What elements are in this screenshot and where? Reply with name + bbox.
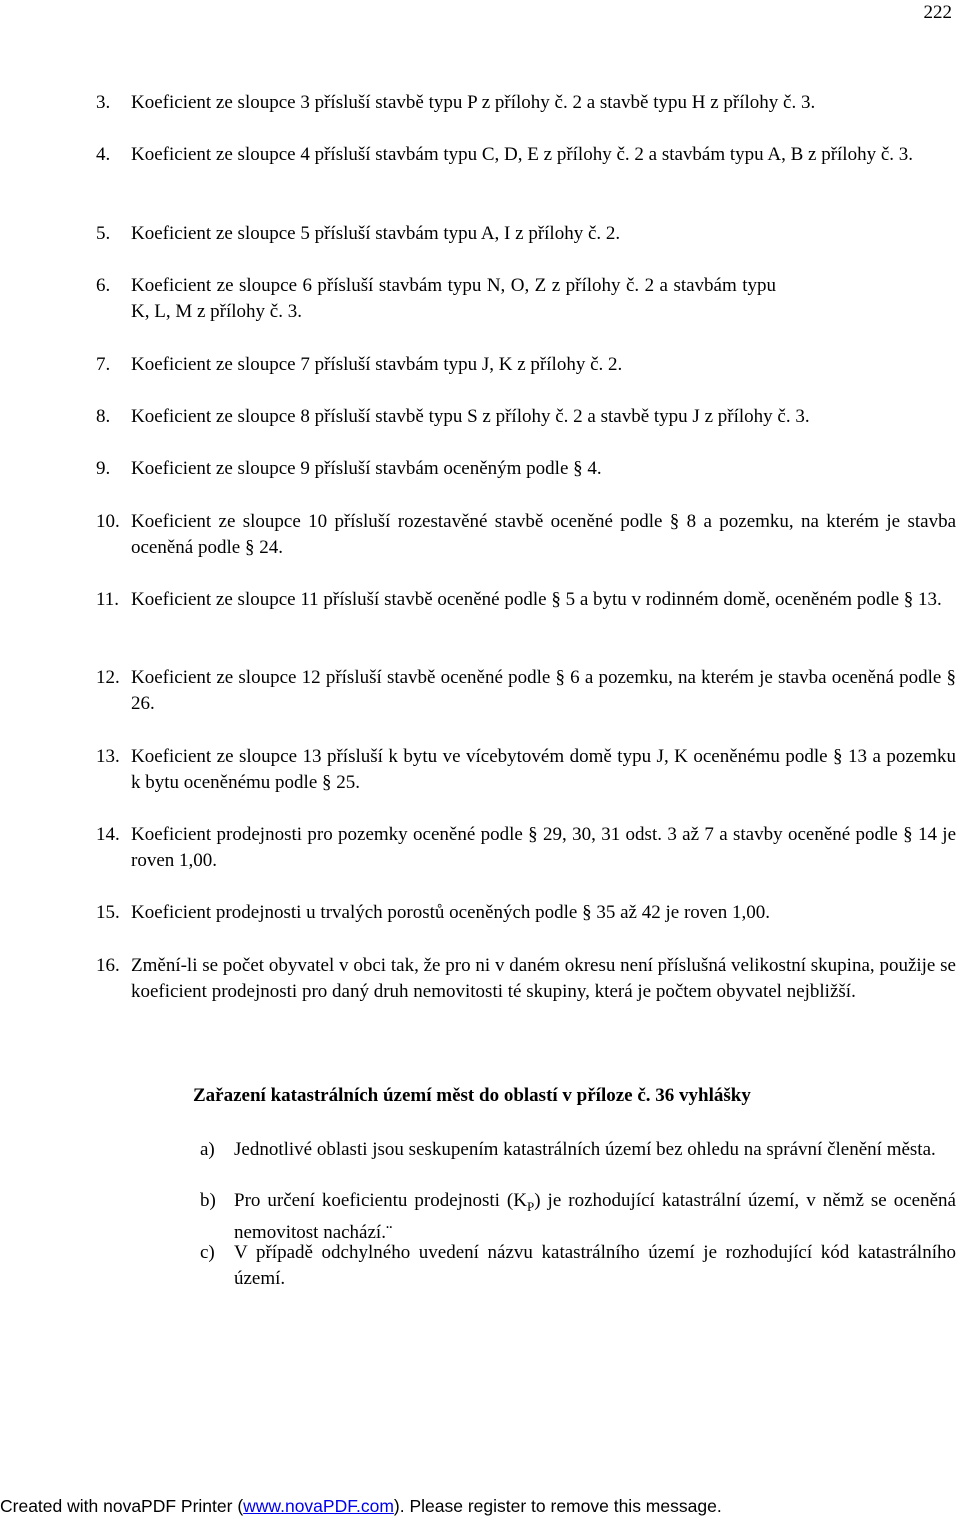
- footer-prefix: Created with novaPDF Printer (: [0, 1496, 244, 1516]
- item-text: Koeficient ze sloupce 5 přísluší stavbám typu A, I z přílohy č. 2.: [131, 223, 621, 244]
- item-number: 10.: [96, 511, 120, 532]
- list-item: [96, 744, 956, 796]
- item-text: Koeficient ze sloupce 11 přísluší stavbě oceněné podle § 5 a bytu v rodinném domě, oceněném podle § 13.: [131, 589, 942, 610]
- item-number: 8.: [96, 406, 111, 427]
- list-item: [96, 509, 956, 561]
- list-item: [96, 587, 956, 613]
- list-item: [96, 221, 956, 247]
- sub-item-letter: c): [200, 1242, 215, 1263]
- section-heading: Zařazení katastrálních území měst do oblastí v příloze č. 36 vyhlášky: [193, 1085, 751, 1106]
- sub-item-text-after: ) je rozhodující katastrální území, v němž se oceněná nemovitost nachází.¨: [234, 1190, 956, 1243]
- item-number: 12.: [96, 667, 120, 688]
- footer-link[interactable]: www.novaPDF.com: [243, 1496, 394, 1516]
- list-item: [96, 404, 956, 430]
- item-text: Koeficient ze sloupce 7 přísluší stavbám typu J, K z přílohy č. 2.: [131, 354, 623, 375]
- sub-item-letter: b): [200, 1190, 216, 1211]
- list-item: [96, 142, 956, 168]
- item-number: 6.: [96, 275, 111, 296]
- item-text: Koeficient ze sloupce 6 přísluší stavbám typu N, O, Z z přílohy č. 2 a stavbám typu K, L, M z přílohy č. 3.: [131, 275, 776, 322]
- item-number: 4.: [96, 144, 111, 165]
- item-text: Koeficient ze sloupce 3 přísluší stavbě typu P z přílohy č. 2 a stavbě typu H z přílohy č. 3.: [131, 92, 816, 113]
- list-item: [96, 273, 956, 325]
- sub-list-item: [200, 1240, 956, 1292]
- item-number: 9.: [96, 458, 111, 479]
- item-number: 7.: [96, 354, 111, 375]
- item-text: Koeficient ze sloupce 9 přísluší stavbám oceněným podle § 4.: [131, 458, 602, 479]
- list-item: [96, 90, 956, 116]
- sub-list-item: [200, 1188, 956, 1246]
- item-number: 3.: [96, 92, 111, 113]
- item-number: 14.: [96, 824, 120, 845]
- sub-item-text: [234, 1188, 956, 1246]
- list-item: [96, 900, 956, 926]
- item-text: Změní-li se počet obyvatel v obci tak, že pro ni v daném okresu není příslušná velikostní skupina, použije se koeficient prodejnosti pro daný druh nemovitosti té skupiny, která je počtem obyvatel nejbližší.: [131, 955, 956, 1002]
- item-text: Koeficient ze sloupce 8 přísluší stavbě typu S z přílohy č. 2 a stavbě typu J z přílohy č. 3.: [131, 406, 810, 427]
- sub-item-letter: a): [200, 1139, 215, 1160]
- item-number: 16.: [96, 955, 120, 976]
- sub-item-text: V případě odchylného uvedení názvu katastrálního území je rozhodující kód katastrálního území.: [234, 1242, 956, 1289]
- item-text: Koeficient ze sloupce 10 přísluší rozestavěné stavbě oceněné podle § 8 a pozemku, na kterém je stavba oceněná podle § 24.: [131, 511, 956, 558]
- item-text: Koeficient ze sloupce 12 přísluší stavbě oceněné podle § 6 a pozemku, na kterém je stavba oceněná podle § 26.: [131, 667, 956, 714]
- list-item: [96, 665, 956, 717]
- item-number: 11.: [96, 589, 120, 610]
- footer-suffix: ). Please register to remove this message.: [393, 1496, 722, 1516]
- item-number: 15.: [96, 902, 120, 923]
- item-text: Koeficient ze sloupce 4 přísluší stavbám typu C, D, E z přílohy č. 2 a stavbám typu A, B z přílohy č. 3.: [131, 144, 914, 165]
- item-text: Koeficient prodejnosti pro pozemky oceněné podle § 29, 30, 31 odst. 3 až 7 a stavby oceněné podle § 14 je roven 1,00.: [131, 824, 956, 871]
- item-number: 13.: [96, 746, 120, 767]
- page-number: 222: [923, 2, 952, 23]
- list-item: [96, 352, 956, 378]
- sub-item-text: Jednotlivé oblasti jsou seskupením katastrálních území bez ohledu na správní členění města.: [234, 1139, 936, 1160]
- sub-item-text-before: Pro určení koeficientu prodejnosti (K: [234, 1190, 527, 1211]
- item-number: 5.: [96, 223, 111, 244]
- list-item: [96, 822, 956, 874]
- item-text: Koeficient prodejnosti u trvalých porostů oceněných podle § 35 až 42 je roven 1,00.: [131, 902, 770, 923]
- list-item: [96, 953, 956, 1005]
- sub-list-item: [200, 1137, 956, 1163]
- item-text: Koeficient ze sloupce 13 přísluší k bytu ve vícebytovém domě typu J, K oceněnému podle § 13 a pozemku k bytu oceněnému podle § 25.: [131, 746, 956, 793]
- footer-watermark: [0, 1496, 722, 1517]
- kp-subscript: P: [526, 1198, 535, 1214]
- list-item: [96, 456, 956, 482]
